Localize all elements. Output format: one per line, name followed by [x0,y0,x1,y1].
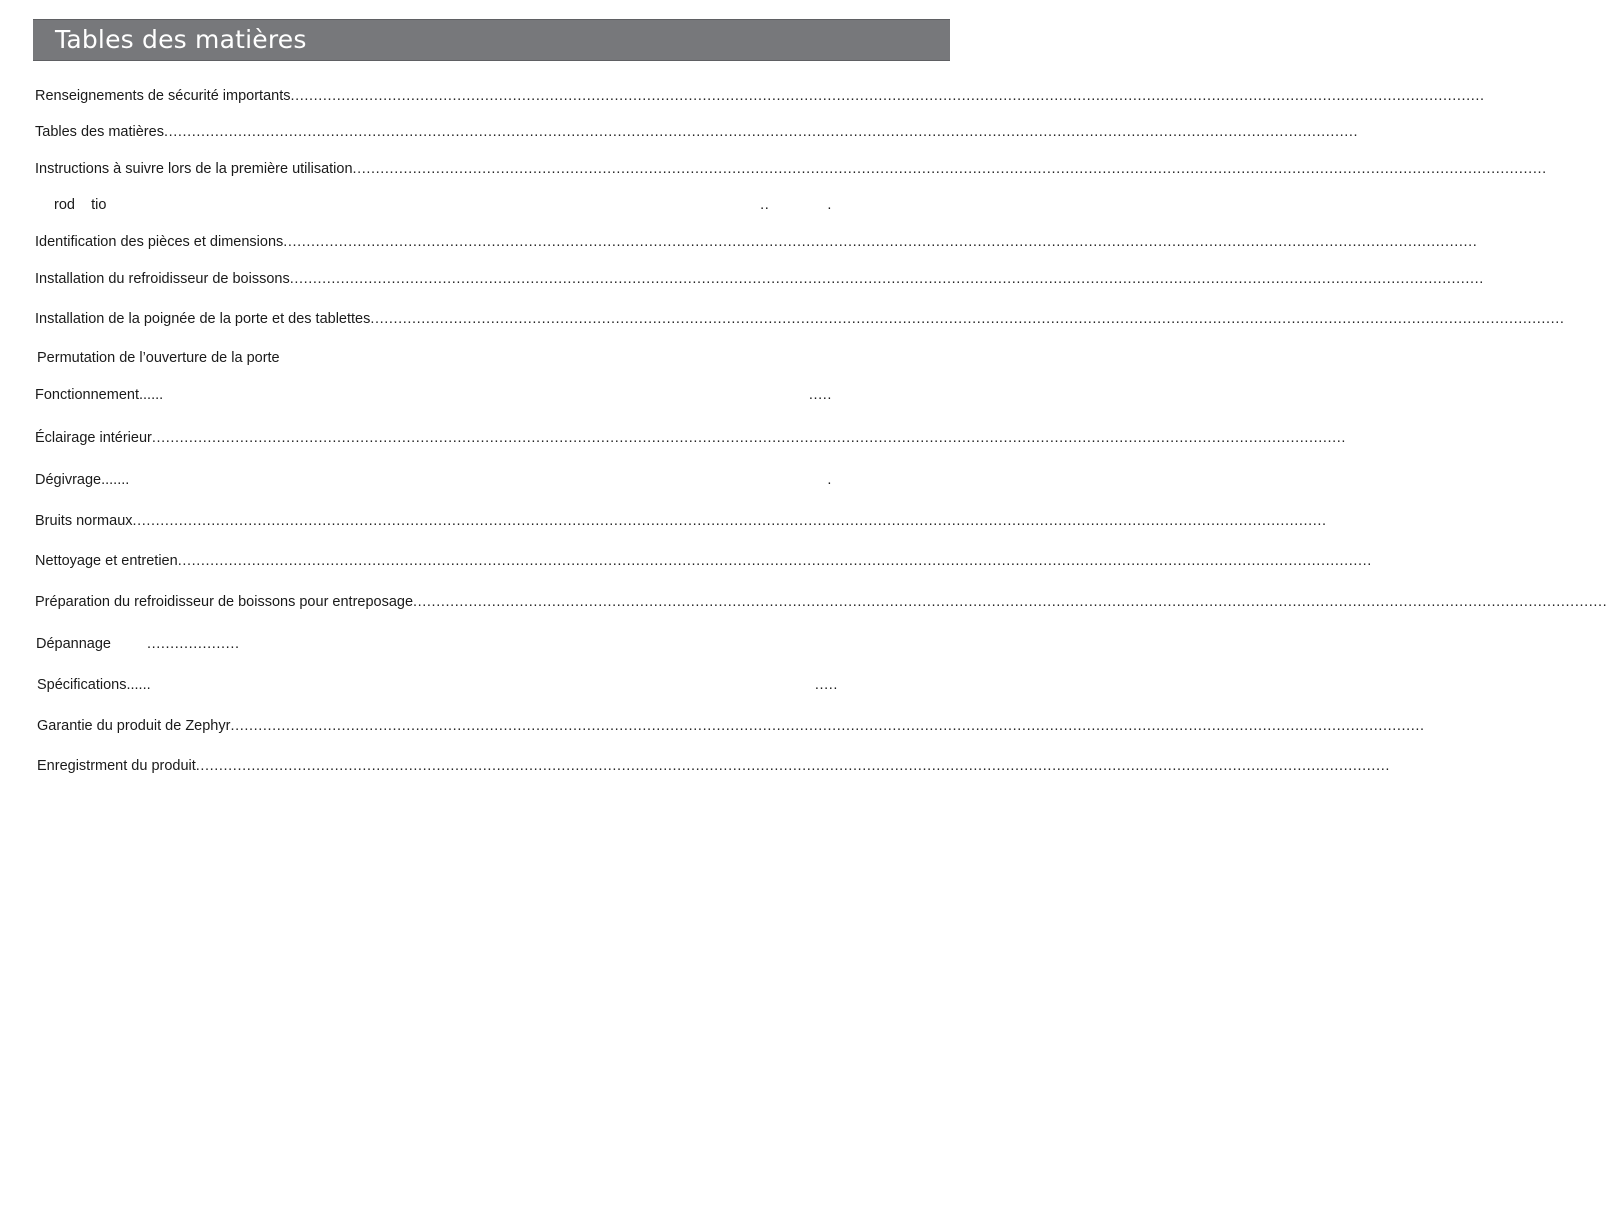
toc-item-label: Permutation de l’ouverture de la porte [37,350,280,366]
toc-item-lighting[interactable] [35,428,1347,448]
toc-item-troubleshooting[interactable] [36,634,296,654]
toc-item-label: Renseignements de sécurité importants [35,88,291,104]
toc-item-label: Dégivrage....... [35,472,130,488]
toc-item-label: Tables des matières [35,124,164,140]
toc-item-label: Nettoyage et entretien [35,553,178,569]
toc-leader-dots: .................................................................................................................................................................................................................................................................. [230,718,1425,734]
toc-leader-dots-end: . [827,472,832,488]
toc-leader-dots: .................................................................................................................................................................................................................................................................. [195,758,1390,774]
toc-item-label: Éclairage intérieur [35,430,152,446]
toc-leader-dots: .................................................................................................................................................................................................................................................................. [151,430,1347,446]
toc-item-label: Enregistrment du produit [37,758,196,774]
toc-leader-dots: .................... [147,636,240,652]
toc-item-door-reversal[interactable] [37,348,437,368]
toc-item-normal-sounds[interactable] [35,511,1327,531]
toc-item-safety[interactable] [35,86,1485,106]
toc-item-label: Identification des pièces et dimensions [35,234,284,250]
toc-leader-dots: .................................................................................................................................................................................................................................................................. [132,513,1327,529]
toc-leader-dots: .................................................................................................................................................................................................................................................................. [290,88,1485,104]
toc-item-label: Installation du refroidisseur de boissons [35,271,290,287]
toc-leader-dots: .................................................................................................................................................................................................................................................................. [370,311,1565,327]
toc-leader-dots-end: ..... [814,677,838,693]
toc-item-storage[interactable] [35,592,1607,612]
toc-item-specifications[interactable] [37,675,838,695]
toc-item-introduction[interactable] [54,195,832,215]
toc-item-label: Spécifications...... [37,677,151,693]
toc-leader-dots: .. [760,197,770,213]
toc-leader-dots: .................................................................................................................................................................................................................................................................. [289,271,1484,287]
toc-item-label: Préparation du refroidisseur de boissons pour entreposage [35,594,414,610]
toc-item-handle-shelves[interactable] [35,309,1565,329]
toc-item-label: Dépannage [36,636,111,652]
toc-item-cleaning[interactable] [35,551,1372,571]
toc-item-label: Instructions à suivre lors de la première utilisation [35,161,353,177]
toc-leader-dots: .................................................................................................................................................................................................................................................................. [413,594,1607,610]
toc-leader-dots: .................................................................................................................................................................................................................................................................. [352,161,1547,177]
toc-leader-dots: .................................................................................................................................................................................................................................................................. [163,124,1359,140]
toc-leader-dots: .................................................................................................................................................................................................................................................................. [283,234,1478,250]
toc-item-first-use[interactable] [35,159,1547,179]
toc-item-label: Garantie du produit de Zephyr [37,718,231,734]
page-title: Tables des matières [55,25,307,54]
toc-leader-dots-end: ..... [808,387,832,403]
toc-item-parts[interactable] [35,232,1478,252]
toc-item-label: Fonctionnement...... [35,387,164,403]
toc-item-label: rod tio [54,197,107,213]
toc-item-label: Installation de la poignée de la porte et des tablettes [35,311,371,327]
toc-item-defrost[interactable] [35,470,832,490]
toc-item-label: Bruits normaux [35,513,133,529]
toc-leader-dots: .................................................................................................................................................................................................................................................................. [177,553,1372,569]
toc-item-contents[interactable] [35,122,1359,142]
toc-item-operation[interactable] [35,385,832,405]
toc-item-registration[interactable] [37,756,1390,776]
toc-item-installation[interactable] [35,269,1484,289]
toc-item-warranty[interactable] [37,716,1425,736]
toc-leader-dots-end: . [827,197,832,213]
